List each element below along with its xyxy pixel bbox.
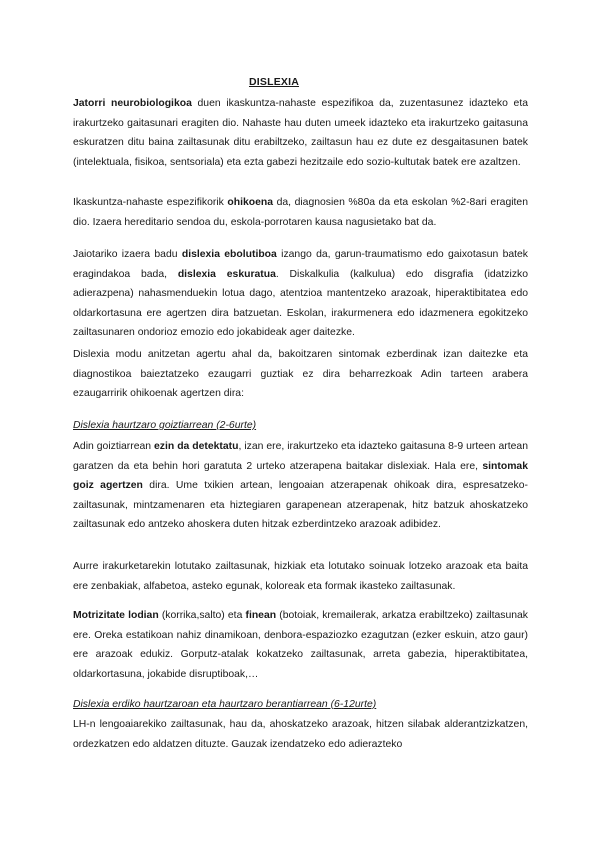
paragraph-types [73, 245, 528, 343]
paragraph-primary-school [73, 715, 528, 754]
paragraph-motor-skills [73, 606, 528, 684]
paragraph-early-detection [73, 437, 528, 535]
bold-term: ezin da detektatu [154, 441, 239, 452]
text-run: (korrika,salto) eta [158, 610, 246, 621]
bold-term: sintomak goiz agertzen [73, 460, 528, 491]
text-run: . Diskalkulia (kalkulua) edo disgrafia (idatzizko adierazpena) nahasmenduekin lotua dago, atentzioa mantentzeko arazoak, hiperaktibitatea edo oldarkortasuna ere agertzen dira batzuetan. Eskolan, irakurmenera edo idazmenera egokitzeko zailtasunaren ondorioz emozio edo jokabideak ager daitezke. [73, 268, 528, 338]
section-heading-middle: Dislexia erdiko haurtzaroan eta haurtzaro berantiarrean (6-12urte) [73, 699, 377, 710]
paragraph-definition [73, 94, 528, 172]
paragraph-manifestations [73, 345, 528, 404]
text-run: Jaiotariko izaera badu [73, 249, 182, 260]
page-title: DISLEXIA [248, 76, 300, 88]
bold-term: dislexia ebolutiboa [181, 249, 277, 260]
bold-term: finean [245, 610, 277, 621]
paragraph-pre-reading [73, 557, 528, 596]
text-run: duen ikaskuntza-nahaste espezifikoa da, zuzentasunez idazteko eta irakurtzeko gaitasunari eragiten dio. Nahaste hau duten umeek idazteko eta irakurtzeko gaitasuna eskuratzen ditu baina zailtasunak ditu erabiltzeko, zailtasun hau ez dute ez desgaitasunen batek (intelektuala, fisikoa, sentsoriala) eta ezta gabezi hezitzaile edo sozio-kultutak batek ere azaltzen. [73, 98, 528, 168]
text-run: , izan ere, irakurtzeko eta idazteko gaitasuna 8-9 urteen artean garatzen da eta behin hori garatuta 2 urteko atzerapena baitakar dislexiak. Hala ere, [73, 441, 528, 472]
text-run: Ikaskuntza-nahaste espezifikorik [73, 197, 228, 208]
text-run: Dislexia modu anitzetan agertu ahal da, bakoitzaren sintomak ezberdinak izan daitezke eta diagnostikoa baieztatzeko ezaugarri guztiak ez dira beharrezkoak Adin tarteen arabera ezaugarririk ohikoenak agertzen dira: [73, 349, 528, 399]
text-run: Adin goiztiarrean [73, 441, 155, 452]
text-run: (botoiak, kremailerak, arkatza erabiltzeko) zailtasunak ere. Oreka estatikoan nahiz dinamikoan, denbora-espaziozko ezagutzan (ezker eskuin, atzo gaur) ere arazoak edukiz. Gorputz-atalak kokatzeko zailtasunak, arreta gabezia, hiperaktibitatea, oldarkortasuna, jokabide disruptiboak,… [73, 610, 528, 680]
section-heading-early: Dislexia haurtzaro goiztiarrean (2-6urte) [73, 420, 257, 431]
text-run: da, diagnosien %80a da eta eskolan %2-8ari eragiten dio. Izaera hereditario sendoa du, eskola-porrotaren kausa nagusietako bat da. [73, 197, 528, 228]
bold-term: Jatorri neurobiologikoa [73, 98, 192, 109]
text-run: LH-n lengoaiarekiko zailtasunak, hau da, ahoskatzeko arazoak, hitzen silabak alderantzizkatzen, ordezkatzen edo aldatzen dituzte. Gauzak izendatzeko edo adierazteko [73, 719, 528, 750]
bold-term: ohikoena [227, 197, 274, 208]
text-run: izango da, garun-traumatismo edo gaixotasun batek eragindakoa bada, [73, 249, 528, 280]
text-run: dira. Ume txikien artean, lengoaian atzerapenak ohikoak dira, espresatzeko-zailtasunak, mintzamenaren eta hiztegiaren garapenean atzerapenak, hitz batzuk ahoskatzeko zailtasunak edo antzeko ahoskera duten hitzak ezberdintzeko arazoak adibidez. [73, 480, 528, 530]
paragraph-prevalence [73, 193, 528, 232]
text-run: Aurre irakurketarekin lotutako zailtasunak, hizkiak eta lotutako soinuak lotzeko arazoak eta baita ere zenbakiak, alfabetoa, asteko egunak, koloreak eta formak ikasteko zailtasunak. [73, 561, 528, 592]
bold-term: Motrizitate lodian [73, 610, 159, 621]
bold-term: dislexia eskuratua [177, 268, 276, 280]
